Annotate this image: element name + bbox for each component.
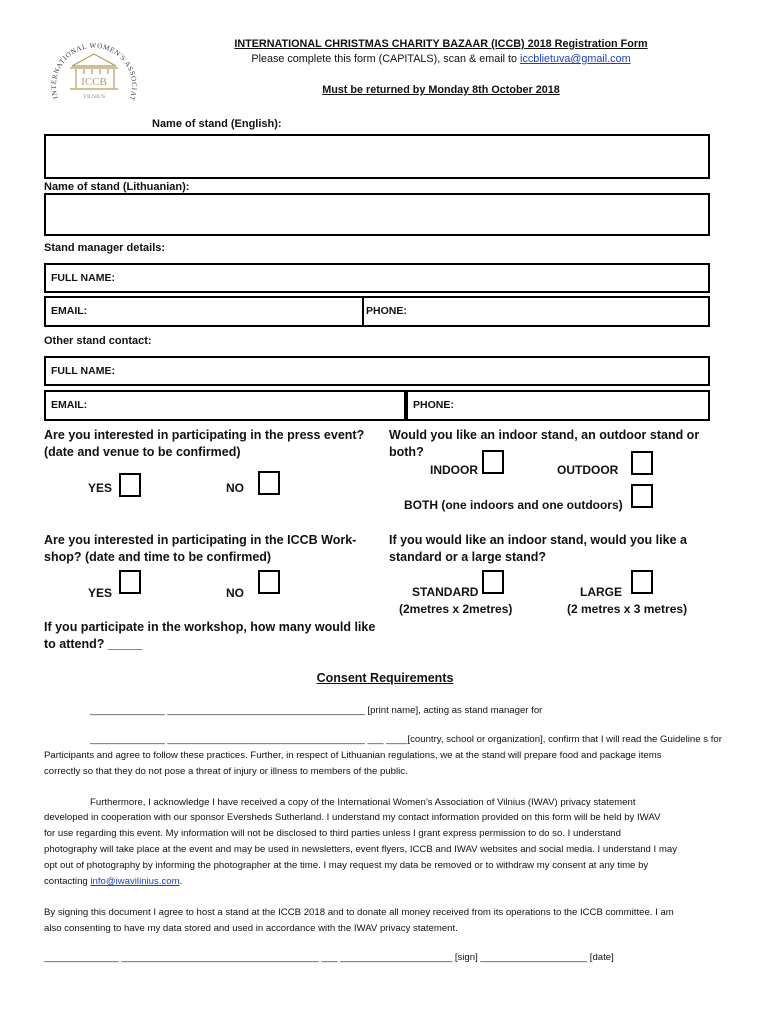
country-line[interactable]: ______________ _____________________________________ ___ ____[country, school or organization], confirm that I will read the Guideline s for <box>90 734 722 745</box>
contacting-period: . <box>179 876 183 887</box>
consent-para1-line2: Participants and agree to follow these practices. Further, in respect of Lithuanian regulations, we at the stand will prepare food and package items <box>44 750 662 761</box>
manager-phone-field[interactable] <box>362 296 710 327</box>
workshop-no-checkbox[interactable] <box>258 570 280 594</box>
stand-manager-label: Stand manager details: <box>44 242 166 254</box>
manager-email-field[interactable] <box>44 296 364 327</box>
stand-name-english-field[interactable] <box>44 134 710 179</box>
consent-para2-line2: developed in cooperation with our sponsor Eversheds Sutherland. I understand my contact information provided on this form will be held by IWAV <box>44 812 661 823</box>
other-phone-field[interactable] <box>406 390 710 421</box>
both-label: BOTH (one indoors and one outdoors) <box>404 498 623 512</box>
large-size-label: (2 metres x 3 metres) <box>567 602 688 616</box>
consent-para2-line4: photography will take place at the event and may be used in newsletters, event flyers, ICCB and IWAV websites and social media. I understand I may <box>44 844 677 855</box>
other-email-field[interactable] <box>44 390 406 421</box>
print-name-line[interactable]: ______________ _____________________________________ [print name], acting as stand manager for <box>90 705 543 716</box>
logo-sub-text: VILNIUS <box>83 94 105 100</box>
stand-name-english-label: Name of stand (English): <box>152 118 282 130</box>
other-contact-label: Other stand contact: <box>44 335 152 347</box>
both-checkbox[interactable] <box>631 484 653 508</box>
outdoor-label: OUTDOOR <box>557 463 619 477</box>
registration-email-link[interactable]: iccblietuva@gmail.com <box>520 53 631 65</box>
press-no-label: NO <box>226 481 244 495</box>
indoor-label: INDOOR <box>430 463 478 477</box>
other-full-name-field[interactable] <box>44 356 710 386</box>
consent-para2-line6 <box>44 874 182 890</box>
manager-email-label: EMAIL: <box>51 305 88 317</box>
other-full-name-label: FULL NAME: <box>51 365 115 377</box>
manager-full-name-label: FULL NAME: <box>51 272 115 284</box>
consent-para2-line5: opt out of photography by informing the photographer at the time. I may request my data be removed or to withdraw my consent at any time by <box>44 860 649 871</box>
workshop-attendees-question <box>44 619 404 653</box>
press-yes-label: YES <box>88 481 113 495</box>
iwav-contact-email-link[interactable]: info@iwavilinius.com <box>90 876 180 887</box>
manager-phone-label: PHONE: <box>366 305 407 317</box>
workshop-no-label: NO <box>226 586 244 600</box>
iwav-logo <box>42 36 146 118</box>
workshop-attendees-line1: If you participate in the workshop, how many would like <box>44 620 376 634</box>
stand-name-lithuanian-field[interactable] <box>44 193 710 236</box>
logo-center-text: ICCB <box>81 76 107 88</box>
consent-para2-line1: Furthermore, I acknowledge I have received a copy of the International Women’s Association of Vilnius (IWAV) privacy statement <box>90 797 636 808</box>
workshop-question-line1: Are you interested in participating in the ICCB Work- <box>44 533 357 547</box>
stand-name-lithuanian-label: Name of stand (Lithuanian): <box>44 181 190 193</box>
return-deadline: Must be returned by Monday 8th October 2018 <box>322 84 560 96</box>
stand-size-question-line2: standard or a large stand? <box>389 550 546 564</box>
press-no-checkbox[interactable] <box>258 471 280 495</box>
press-event-question <box>44 427 394 461</box>
consent-para1-line3: correctly so that they do not pose a threat of injury or illness to members of the public. <box>44 766 408 777</box>
stand-size-question-line1: If you would like an indoor stand, would you like a <box>389 533 687 547</box>
large-label: LARGE <box>580 585 622 599</box>
press-event-question-line1: Are you interested in participating in the press event? <box>44 428 365 442</box>
standard-label: STANDARD <box>412 585 479 599</box>
other-email-label: EMAIL: <box>51 399 88 411</box>
press-event-question-line2: (date and venue to be confirmed) <box>44 445 241 459</box>
workshop-attendees-line2: to attend? _____ <box>44 637 143 651</box>
form-title: INTERNATIONAL CHRISTMAS CHARITY BAZAAR (ICCB) 2018 Registration Form <box>234 38 648 50</box>
consent-para3-line2: also consenting to have my data stored and used in accordance with the IWAV privacy statement. <box>44 923 458 934</box>
workshop-yes-checkbox[interactable] <box>119 570 141 594</box>
signature-date-line[interactable]: ______________ _____________________________________ ___ _____________________ [sign] ____________________ [date] <box>44 952 614 963</box>
indoor-checkbox[interactable] <box>482 450 504 474</box>
instructions-text: Please complete this form (CAPITALS), scan & email to <box>251 53 521 65</box>
consent-para3-line1: By signing this document I agree to host a stand at the ICCB 2018 and to donate all money received from its operations to the ICCB committee. I am <box>44 907 674 918</box>
workshop-question <box>44 532 394 566</box>
workshop-yes-label: YES <box>88 586 113 600</box>
manager-full-name-field[interactable] <box>44 263 710 293</box>
workshop-question-line2: shop? (date and time to be confirmed) <box>44 550 272 564</box>
contacting-text: contacting <box>44 876 91 887</box>
consent-heading: Consent Requirements <box>316 671 454 685</box>
outdoor-checkbox[interactable] <box>631 451 653 475</box>
press-yes-checkbox[interactable] <box>119 473 141 497</box>
other-phone-label: PHONE: <box>413 399 454 411</box>
standard-checkbox[interactable] <box>482 570 504 594</box>
svg-text:INTERNATIONAL WOMEN'S ASSOCIAT <box>42 36 138 102</box>
form-instructions <box>220 53 662 65</box>
stand-size-question <box>389 532 734 566</box>
consent-para2-line3: for use regarding this event. My information will not be disclosed to third parties unless I grant express permission to do so. I understand <box>44 828 621 839</box>
standard-size-label: (2metres x 2metres) <box>399 602 513 616</box>
large-checkbox[interactable] <box>631 570 653 594</box>
logo-ring-text: INTERNATIONAL WOMEN'S ASSOCIAT <box>49 41 139 103</box>
stand-location-question: Would you like an indoor stand, an outdoor stand or both? <box>389 428 700 459</box>
